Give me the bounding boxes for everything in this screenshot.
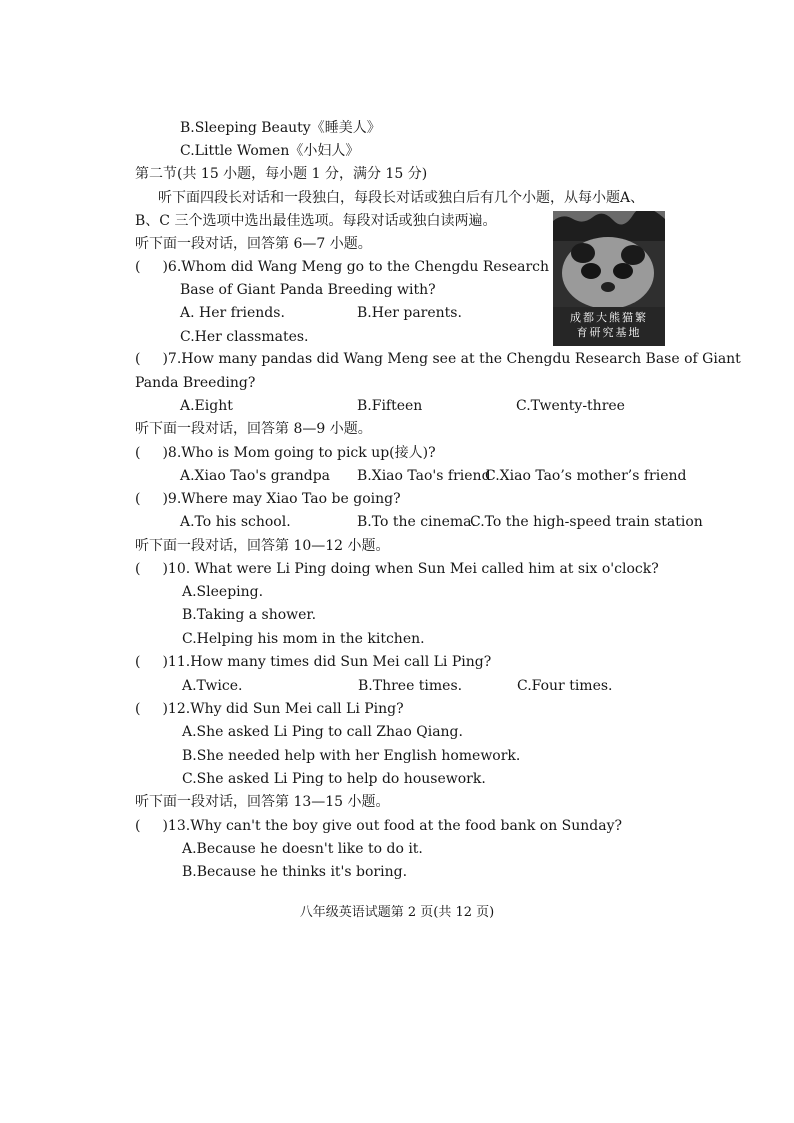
answer-bracket: (: [135, 491, 141, 507]
section-instructions-line2: B、C 三个选项中选出最佳选项。每段对话或独白读两遍。: [135, 213, 497, 229]
photo-caption-line1: 成都大熊猫繁: [570, 311, 648, 324]
q10-option-c: C.Helping his mom in the kitchen.: [182, 631, 425, 647]
option-b-sleeping-beauty: B.Sleeping Beauty《睡美人》: [180, 120, 381, 136]
q9-option-b: B.To the cinema.: [357, 514, 476, 530]
dialogue-header-10-12: 听下面一段对话，回答第 10—12 小题。: [135, 538, 390, 554]
question-8: [135, 443, 436, 463]
answer-bracket: (: [135, 351, 141, 367]
question-10: [135, 559, 659, 579]
q9-option-c: C.To the high-speed train station: [470, 514, 703, 530]
answer-bracket: (: [135, 445, 141, 461]
question-11: [135, 652, 491, 672]
answer-bracket: (: [135, 259, 141, 275]
q12-option-a: A.She asked Li Ping to call Zhao Qiang.: [182, 724, 463, 740]
question-13-stem: )13.Why can't the boy give out food at the food bank on Sunday?: [162, 818, 623, 834]
q6-option-b: B.Her parents.: [357, 305, 462, 321]
q7-option-a: A.Eight: [180, 398, 233, 414]
dialogue-header-13-15: 听下面一段对话，回答第 13—15 小题。: [135, 794, 390, 810]
answer-bracket: (: [135, 818, 141, 834]
answer-bracket: (: [135, 701, 141, 717]
option-c-little-women: C.Little Women《小妇人》: [180, 143, 360, 159]
q8-option-b: B.Xiao Tao's friend: [357, 468, 491, 484]
q10-option-a: A.Sleeping.: [182, 584, 264, 600]
question-7-stem-cont: Panda Breeding?: [135, 375, 256, 391]
answer-bracket: (: [135, 654, 141, 670]
photo-caption-line2: 育研究基地: [576, 326, 642, 339]
q12-option-b: B.She needed help with her English homework.: [182, 748, 521, 764]
question-7-stem: )7.How many pandas did Wang Meng see at the Chengdu Research Base of Giant: [162, 351, 741, 367]
q6-option-a: A. Her friends.: [180, 305, 285, 321]
q6-option-c: C.Her classmates.: [180, 329, 309, 345]
dialogue-header-8-9: 听下面一段对话，回答第 8—9 小题。: [135, 421, 372, 437]
page-footer: 八年级英语试题第 2 页(共 12 页): [299, 905, 495, 920]
section-title: 第二节(共 15 小题，每小题 1 分，满分 15 分): [135, 166, 428, 182]
q7-option-c: C.Twenty-three: [516, 398, 625, 414]
question-8-stem: )8.Who is Mom going to pick up(接人)?: [162, 445, 436, 461]
question-13: [135, 816, 622, 836]
question-6-stem: )6.Whom did Wang Meng go to the Chengdu Research: [162, 259, 550, 275]
question-11-stem: )11.How many times did Sun Mei call Li Ping?: [162, 654, 492, 670]
section-instructions-line1: 听下面四段长对话和一段独白，每段长对话或独白后有几个小题，从每小题A、: [158, 190, 645, 206]
q8-option-c: C.Xiao Tao’s mother’s friend: [485, 468, 687, 484]
q13-option-a: A.Because he doesn't like to do it.: [182, 841, 423, 857]
question-6: [135, 257, 549, 277]
q11-option-c: C.Four times.: [517, 678, 613, 694]
question-9-stem: )9.Where may Xiao Tao be going?: [162, 491, 401, 507]
q13-option-b: B.Because he thinks it's boring.: [182, 864, 408, 880]
q11-option-b: B.Three times.: [358, 678, 463, 694]
q10-option-b: B.Taking a shower.: [182, 607, 317, 623]
panda-base-photo: [553, 211, 665, 346]
question-12-stem: )12.Why did Sun Mei call Li Ping?: [162, 701, 404, 717]
q7-option-b: B.Fifteen: [357, 398, 423, 414]
q12-option-c: C.She asked Li Ping to help do housework.: [182, 771, 486, 787]
question-7: [135, 349, 741, 369]
question-12: [135, 699, 404, 719]
q8-option-a: A.Xiao Tao's grandpa: [180, 468, 331, 484]
answer-bracket: (: [135, 561, 141, 577]
q11-option-a: A.Twice.: [182, 678, 243, 694]
question-6-stem-cont: Base of Giant Panda Breeding with?: [180, 282, 436, 298]
question-10-stem: )10. What were Li Ping doing when Sun Mei called him at six o'clock?: [162, 561, 659, 577]
dialogue-header-6-7: 听下面一段对话，回答第 6—7 小题。: [135, 236, 372, 252]
q9-option-a: A.To his school.: [180, 514, 291, 530]
question-9: [135, 489, 401, 509]
